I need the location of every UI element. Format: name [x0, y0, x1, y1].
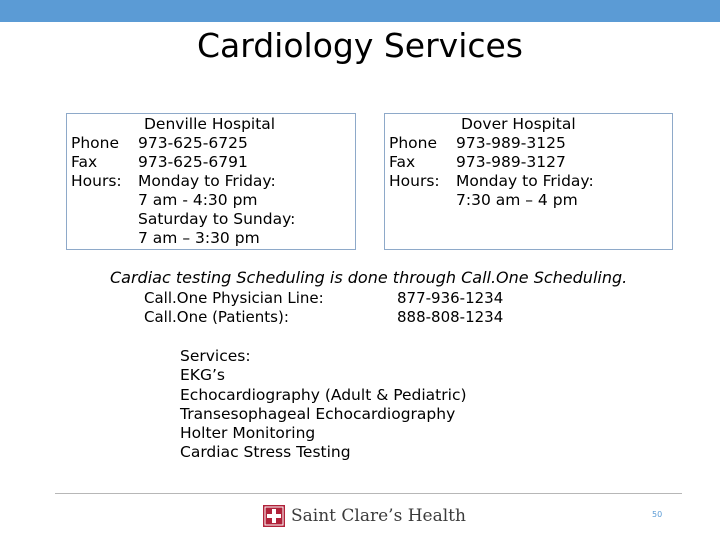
dover-phone: 973-989-3125	[456, 134, 566, 152]
fax-label: Fax	[389, 153, 416, 171]
dover-phone-row	[389, 134, 437, 153]
service-item: Transesophageal Echocardiography	[180, 404, 456, 423]
service-item: Cardiac Stress Testing	[180, 443, 351, 462]
denville-phone-row	[71, 134, 119, 153]
service-item: EKG’s	[180, 366, 225, 385]
page-title: Cardiology Services	[196, 26, 524, 65]
hours-label: Hours:	[71, 172, 122, 190]
physician-line-label: Call.One Physician Line:	[144, 289, 324, 307]
footer-divider	[55, 493, 682, 494]
denville-hours-4: 7 am – 3:30 pm	[138, 229, 260, 247]
top-accent-bar	[0, 0, 720, 22]
dover-hours-row	[389, 172, 440, 191]
services-heading: Services:	[180, 347, 251, 365]
hours-label: Hours:	[389, 172, 440, 190]
denville-hours-3: Saturday to Sunday:	[138, 210, 296, 228]
denville-fax-row	[71, 153, 97, 172]
scheduling-note: Cardiac testing Scheduling is done through Call.One Scheduling.	[110, 268, 628, 287]
denville-hours-2: 7 am - 4:30 pm	[138, 191, 258, 209]
service-item: Echocardiography (Adult & Pediatric)	[180, 385, 467, 404]
dover-fax: 973-989-3127	[456, 153, 566, 171]
fax-label: Fax	[71, 153, 98, 171]
denville-phone: 973-625-6725	[138, 134, 248, 152]
dover-hospital-name: Dover Hospital	[461, 115, 576, 133]
cross-icon	[263, 505, 285, 527]
denville-hospital-box	[66, 113, 356, 250]
denville-fax: 973-625-6791	[138, 153, 248, 171]
services-list	[180, 347, 467, 463]
page-number: 50	[652, 510, 663, 519]
dover-hospital-box	[384, 113, 673, 250]
phone-label: Phone	[71, 134, 120, 152]
service-item: Holter Monitoring	[180, 424, 316, 443]
denville-hours-row	[71, 172, 122, 191]
dover-hours-1: Monday to Friday:	[456, 172, 594, 190]
patients-line-number: 888-808-1234	[397, 308, 504, 326]
denville-hours-1: Monday to Friday:	[138, 172, 276, 190]
phone-label: Phone	[389, 134, 438, 152]
logo-text: Saint Clare’s Health	[291, 506, 466, 526]
dover-hours-2: 7:30 am – 4 pm	[456, 191, 578, 209]
denville-hospital-name: Denville Hospital	[144, 115, 276, 133]
patients-line-label: Call.One (Patients):	[144, 308, 289, 326]
saint-clares-logo	[263, 503, 466, 529]
dover-fax-row	[389, 153, 415, 172]
physician-line-number: 877-936-1234	[397, 289, 504, 307]
